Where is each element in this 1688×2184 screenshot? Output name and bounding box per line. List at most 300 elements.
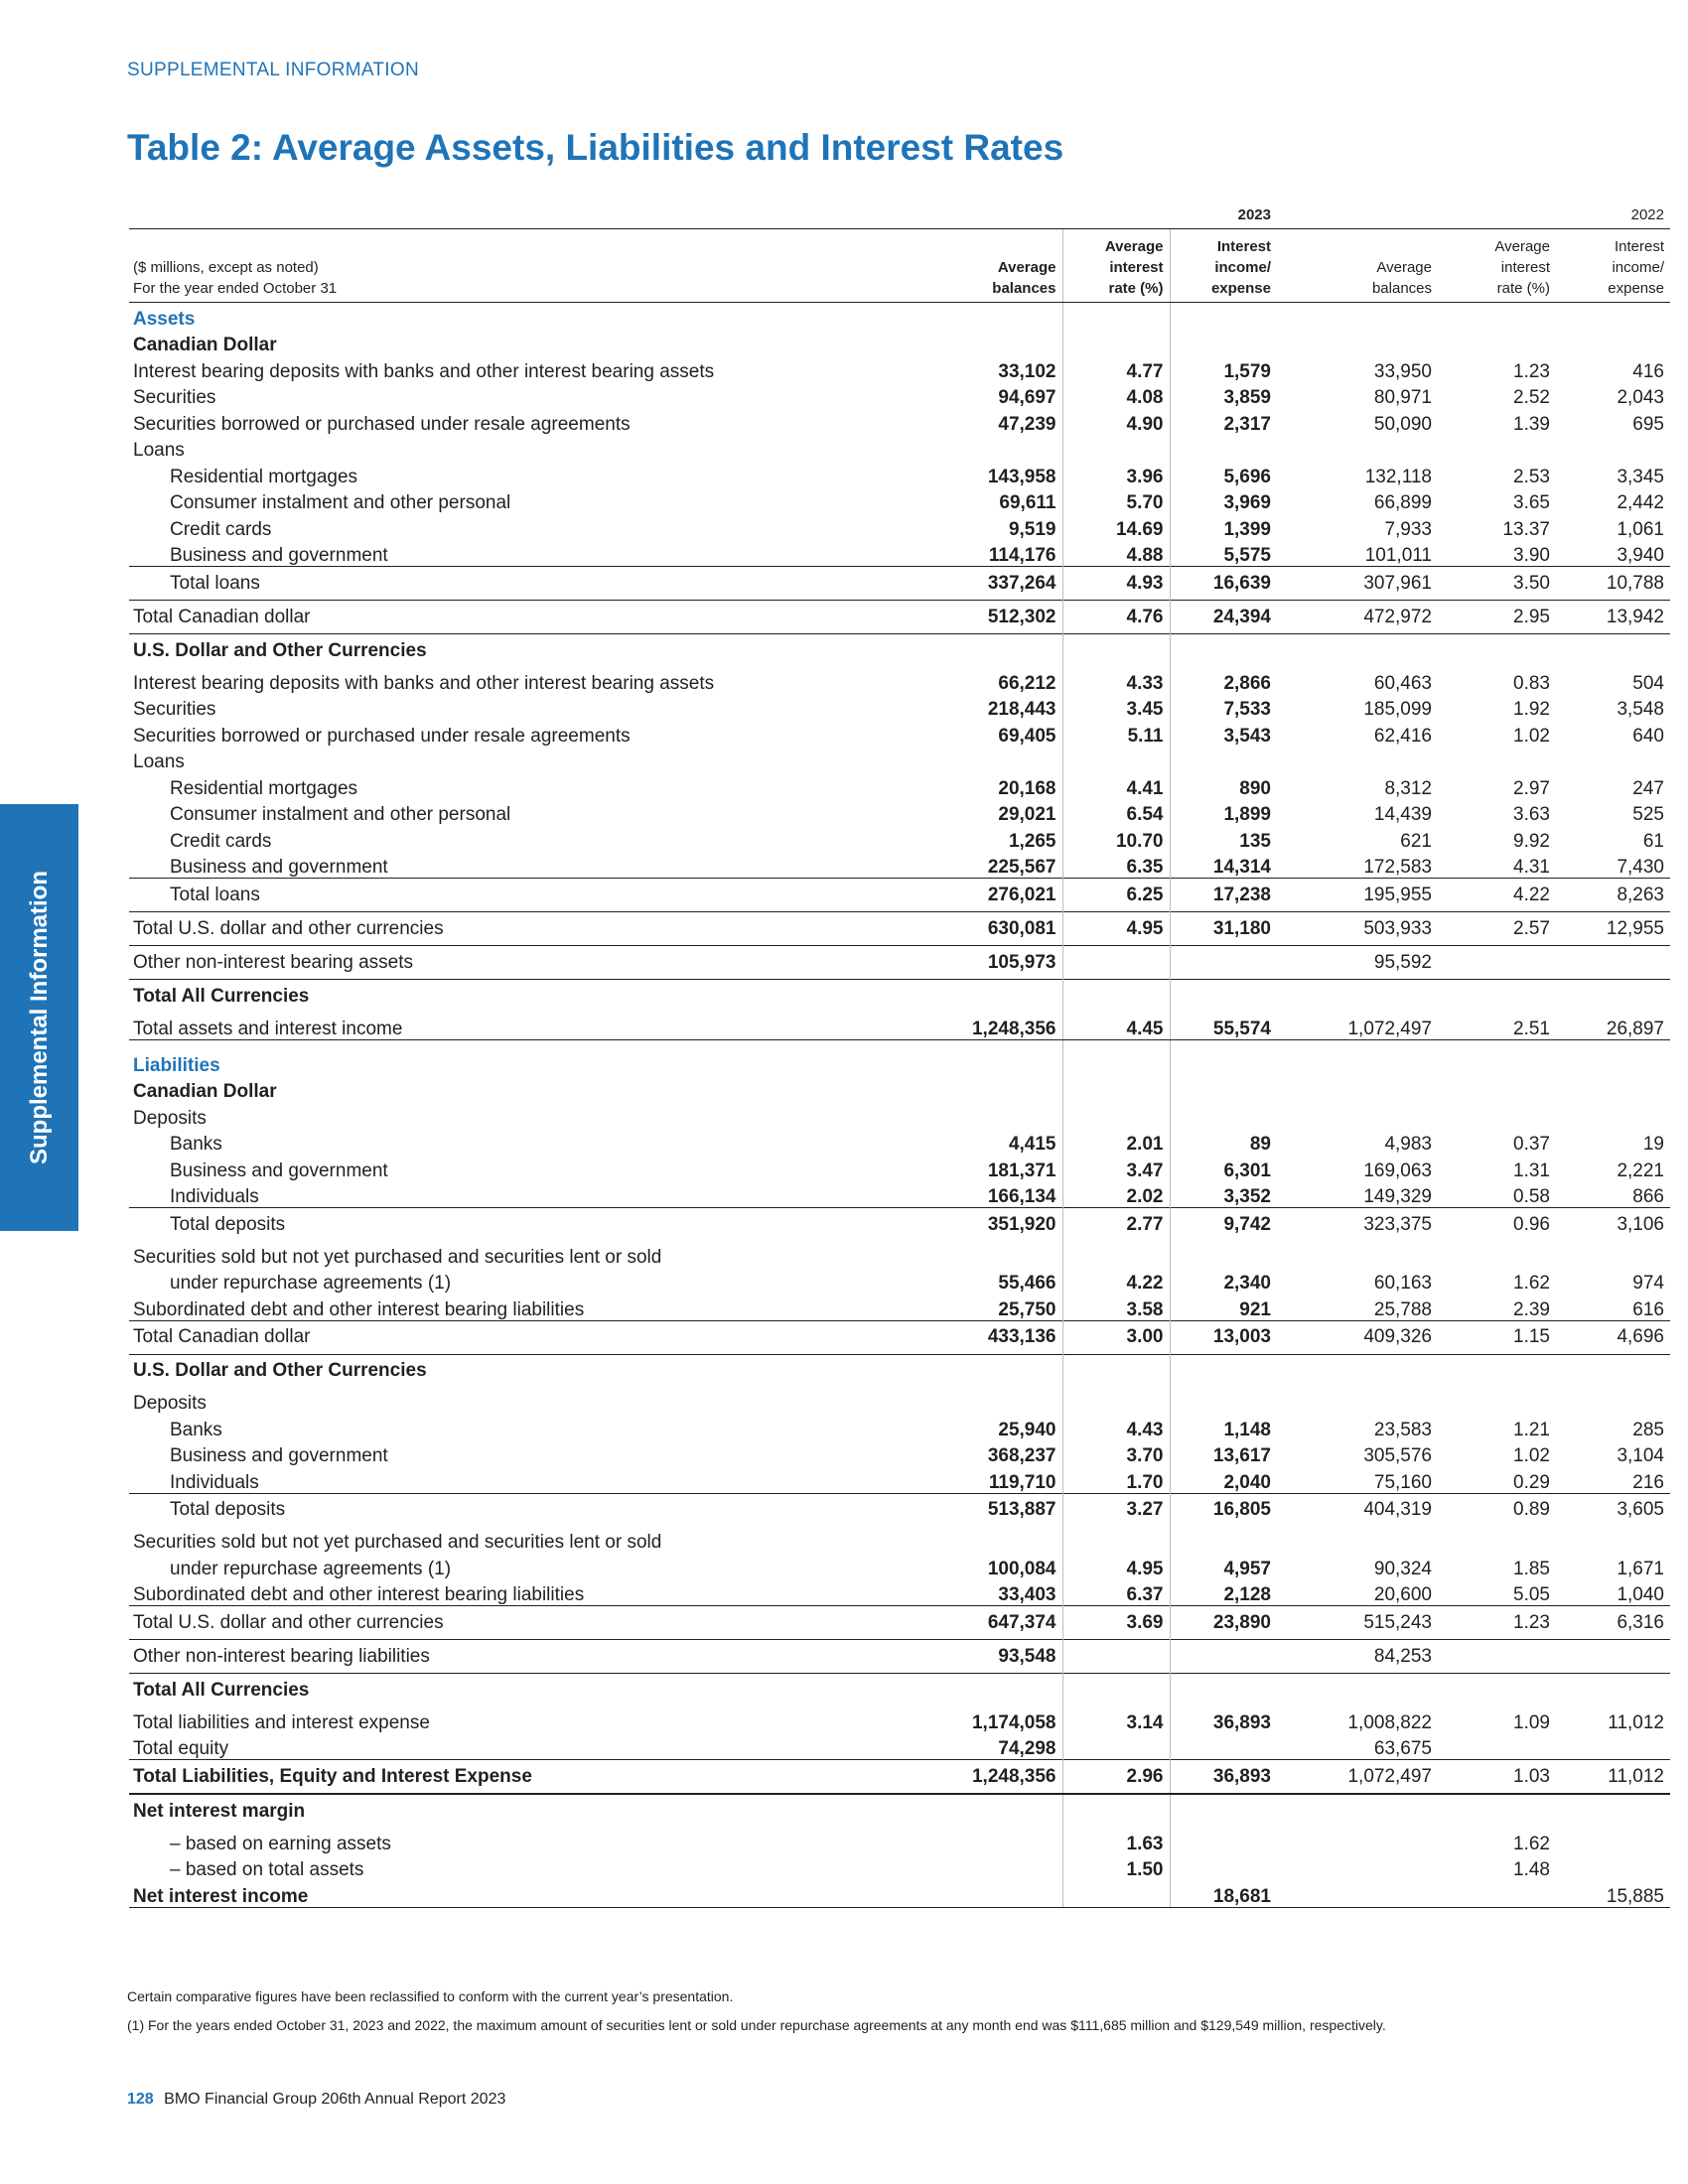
cell-value: 285	[1632, 1419, 1664, 1440]
col-header-line: balances	[992, 280, 1056, 297]
table-row	[129, 355, 1670, 382]
row-label: Business and government	[170, 857, 388, 878]
table-row	[129, 461, 1670, 487]
cell-value	[1438, 1039, 1556, 1076]
cell-value	[1062, 330, 1170, 356]
table-row	[129, 1854, 1670, 1881]
cell-value: 1,248,356	[842, 1013, 1062, 1039]
cell-value	[1170, 1388, 1277, 1415]
cell-value: 525	[1632, 804, 1664, 825]
cell-value	[1556, 1854, 1670, 1881]
cell-value: 404,319	[1277, 1493, 1438, 1527]
cell-value: 69,405	[998, 725, 1056, 747]
cell-value: 866	[1632, 1186, 1664, 1207]
cell-value	[1062, 747, 1170, 773]
table-row	[129, 1493, 1670, 1527]
cell-value	[1277, 1039, 1438, 1076]
cell-value: 2,221	[1617, 1160, 1664, 1181]
row-label: Securities	[133, 699, 216, 720]
cell-value	[1438, 1880, 1556, 1907]
table-row	[129, 852, 1670, 879]
cell-value: 14.69	[1062, 513, 1170, 540]
cell-value: 1,072,497	[1277, 1760, 1438, 1795]
table-row	[129, 1527, 1670, 1554]
row-label: Loans	[133, 440, 185, 461]
table-row	[129, 1294, 1670, 1320]
row-label: Other non-interest bearing liabilities	[129, 1640, 842, 1674]
page-number: 128	[127, 2091, 154, 2108]
cell-value: 7,430	[1617, 857, 1664, 878]
cell-value	[1170, 1674, 1277, 1707]
row-label: – based on total assets	[170, 1859, 364, 1880]
cell-value	[1170, 1354, 1277, 1388]
cell-value: 166,134	[987, 1186, 1056, 1207]
cell-value: 3,106	[1556, 1208, 1670, 1242]
table-row	[129, 1039, 1670, 1076]
table-row	[129, 382, 1670, 409]
cell-value: 1.21	[1513, 1419, 1550, 1440]
cell-value	[1277, 1880, 1438, 1907]
cell-value: 1.85	[1513, 1558, 1550, 1579]
cell-value	[1277, 303, 1438, 330]
cell-value: 66,899	[1373, 492, 1432, 513]
table-row	[129, 1640, 1670, 1674]
cell-value	[1556, 1388, 1670, 1415]
cell-value: 6.35	[1062, 852, 1170, 879]
cell-value: 4.43	[1062, 1414, 1170, 1440]
table-row	[129, 487, 1670, 514]
table-row	[129, 634, 1670, 668]
row-label: Business and government	[170, 1445, 388, 1466]
table-row	[129, 601, 1670, 634]
cell-value: 409,326	[1277, 1320, 1438, 1354]
cell-value: 4,983	[1384, 1134, 1432, 1155]
cell-value: 0.83	[1513, 672, 1550, 694]
col-header-line: Interest	[1216, 238, 1271, 255]
cell-value: 80,971	[1373, 387, 1432, 408]
year-header-row	[129, 204, 1670, 229]
cell-value: 3.14	[1062, 1706, 1170, 1733]
cell-value: 36,893	[1170, 1760, 1277, 1795]
table-row	[129, 946, 1670, 980]
cell-value	[1170, 1854, 1277, 1881]
cell-value	[842, 1794, 1062, 1828]
cell-value	[842, 1241, 1062, 1268]
cell-value: 1.50	[1062, 1854, 1170, 1881]
col-header-0	[842, 229, 1062, 303]
col-header-line: rate (%)	[1496, 280, 1550, 297]
table-row	[129, 1320, 1670, 1354]
cell-value: 90,324	[1373, 1558, 1432, 1579]
cell-value: 2.52	[1513, 387, 1550, 408]
cell-value: 616	[1632, 1298, 1664, 1320]
cell-value	[1277, 980, 1438, 1014]
row-label: U.S. Dollar and Other Currencies	[129, 1354, 842, 1388]
table-row	[129, 1155, 1670, 1181]
cell-value: 6.25	[1062, 879, 1170, 912]
cell-value	[1438, 1076, 1556, 1103]
cell-value: 1.31	[1513, 1160, 1550, 1181]
cell-value	[1062, 634, 1170, 668]
cell-value: 16,639	[1170, 567, 1277, 601]
cell-value	[842, 1102, 1062, 1129]
row-label: Liabilities	[133, 1054, 220, 1076]
cell-value: 3,969	[1170, 487, 1277, 514]
row-label: Other non-interest bearing assets	[129, 946, 842, 980]
row-label: Net interest margin	[129, 1794, 842, 1828]
cell-value: 1.23	[1513, 360, 1550, 382]
cell-value: 1,399	[1170, 513, 1277, 540]
cell-value: 12,955	[1556, 912, 1670, 946]
row-label: Business and government	[170, 1160, 388, 1181]
cell-value: 119,710	[988, 1471, 1056, 1493]
cell-value: 31,180	[1170, 912, 1277, 946]
cell-value	[1277, 1354, 1438, 1388]
footnote-1: (1) For the years ended October 31, 2023 and 2022, the maximum amount of securities lent or sold under repurchase agreements at any month end was $111,685 million and $129,549 million, respectively.	[127, 2017, 1386, 2033]
cell-value	[1277, 1828, 1438, 1854]
row-label: Residential mortgages	[170, 466, 358, 487]
cell-value: 4.45	[1062, 1013, 1170, 1039]
cell-value	[1277, 634, 1438, 668]
cell-value: 75,160	[1373, 1471, 1432, 1493]
cell-value	[1170, 330, 1277, 356]
cell-value: 105,973	[842, 946, 1062, 980]
cell-value: 890	[1170, 772, 1277, 799]
cell-value: 181,371	[987, 1160, 1056, 1181]
cell-value: 2,040	[1170, 1466, 1277, 1493]
row-label: Securities sold but not yet purchased and securities lent or sold	[133, 1532, 662, 1553]
cell-value	[1438, 1640, 1556, 1674]
cell-value: 2.97	[1513, 777, 1550, 799]
cell-value: 101,011	[1364, 545, 1432, 566]
table-row	[129, 980, 1670, 1014]
row-label: Interest bearing deposits with banks and other interest bearing assets	[133, 672, 715, 694]
cell-value: 305,576	[1363, 1445, 1432, 1466]
cell-value: 62,416	[1373, 725, 1432, 747]
cell-value: 1.48	[1513, 1859, 1550, 1880]
cell-value: 3.45	[1062, 694, 1170, 721]
cell-value: 2,128	[1170, 1579, 1277, 1606]
cell-value: 13,003	[1170, 1320, 1277, 1354]
cell-value	[842, 1828, 1062, 1854]
row-label: Subordinated debt and other interest bearing liabilities	[133, 1298, 585, 1320]
cell-value: 185,099	[1363, 699, 1432, 720]
row-label: Canadian Dollar	[133, 1081, 277, 1102]
cell-value: 225,567	[987, 857, 1056, 878]
cell-value	[1438, 747, 1556, 773]
row-label: Net interest income	[129, 1880, 842, 1907]
cell-value: 6.37	[1062, 1579, 1170, 1606]
cell-value: 504	[1632, 672, 1664, 694]
cell-value: 1,008,822	[1347, 1711, 1432, 1733]
cell-value	[1556, 1076, 1670, 1103]
cell-value: 3.63	[1513, 804, 1550, 825]
cell-value	[1556, 435, 1670, 462]
cell-value: 84,253	[1277, 1640, 1438, 1674]
cell-value: 63,675	[1373, 1738, 1432, 1759]
cell-value: 1.03	[1438, 1760, 1556, 1795]
cell-value	[1556, 1640, 1670, 1674]
cell-value: 974	[1632, 1273, 1664, 1294]
cell-value	[1438, 1527, 1556, 1554]
table-row	[129, 1181, 1670, 1208]
cell-value: 50,090	[1373, 413, 1432, 435]
col-header-line: expense	[1210, 280, 1271, 297]
cell-value: 307,961	[1277, 567, 1438, 601]
cell-value: 5.11	[1062, 720, 1170, 747]
cell-value	[842, 1527, 1062, 1554]
cell-value: 1.63	[1062, 1828, 1170, 1854]
cell-value: 3,543	[1170, 720, 1277, 747]
cell-value: 1.39	[1513, 413, 1550, 435]
row-label: – based on earning assets	[170, 1833, 391, 1854]
row-label: Securities sold but not yet purchased and securities lent or sold	[133, 1246, 662, 1268]
cell-value: 114,176	[988, 545, 1056, 566]
cell-value	[1438, 1241, 1556, 1268]
cell-value: 16,805	[1170, 1493, 1277, 1527]
col-header-line: interest	[1109, 259, 1164, 276]
cell-value: 29,021	[998, 804, 1056, 825]
cell-value	[1062, 1076, 1170, 1103]
cell-value: 11,012	[1608, 1711, 1664, 1733]
table-row	[129, 1553, 1670, 1579]
row-label: Securities borrowed or purchased under resale agreements	[133, 725, 631, 747]
cell-value	[1277, 435, 1438, 462]
row-label: Total deposits	[129, 1208, 842, 1242]
table-row	[129, 1440, 1670, 1467]
cell-value: 11,012	[1556, 1760, 1670, 1795]
row-label: Total assets and interest income	[129, 1013, 842, 1039]
cell-value: 33,950	[1373, 360, 1432, 382]
cell-value	[842, 1880, 1062, 1907]
col-header-line: balances	[1371, 280, 1432, 297]
cell-value: 33,102	[998, 360, 1056, 382]
cell-value	[1062, 946, 1170, 980]
cell-value: 2.51	[1438, 1013, 1556, 1039]
row-label: Consumer instalment and other personal	[170, 804, 511, 825]
col-header-3	[1277, 229, 1438, 303]
row-label: Residential mortgages	[170, 777, 358, 799]
cell-value: 1,040	[1617, 1584, 1664, 1605]
cell-value: 20,168	[998, 777, 1056, 799]
cell-value	[1170, 1733, 1277, 1760]
cell-value: 69,611	[999, 492, 1056, 513]
row-label: Credit cards	[170, 830, 272, 852]
cell-value	[1556, 1794, 1670, 1828]
cell-value: 36,893	[1170, 1706, 1277, 1733]
cell-value: 2.96	[1062, 1760, 1170, 1795]
cell-value: 1,899	[1170, 799, 1277, 826]
row-label: Total Liabilities, Equity and Interest Expense	[129, 1760, 842, 1795]
table-row	[129, 1760, 1670, 1795]
cell-value: 13.37	[1502, 518, 1550, 540]
cell-value: 26,897	[1556, 1013, 1670, 1039]
col-header-line: interest	[1500, 259, 1550, 276]
table-row	[129, 694, 1670, 721]
cell-value: 25,750	[998, 1298, 1056, 1320]
cell-value	[1277, 1241, 1438, 1268]
table-row	[129, 912, 1670, 946]
cell-value: 74,298	[998, 1738, 1056, 1759]
table-row	[129, 408, 1670, 435]
cell-value: 647,374	[842, 1606, 1062, 1640]
cell-value: 55,574	[1170, 1013, 1277, 1039]
cell-value: 14,439	[1373, 804, 1432, 825]
cell-value: 1.02	[1513, 1445, 1550, 1466]
cell-value	[1062, 435, 1170, 462]
cell-value: 1,265	[1008, 830, 1056, 852]
cell-value: 695	[1632, 413, 1664, 435]
units-line: ($ millions, except as noted)	[133, 259, 319, 276]
cell-value: 3,605	[1556, 1493, 1670, 1527]
cell-value: 23,583	[1373, 1419, 1432, 1440]
row-label: Subordinated debt and other interest bearing liabilities	[133, 1584, 585, 1605]
row-label: Credit cards	[170, 518, 272, 540]
cell-value: 1.23	[1438, 1606, 1556, 1640]
cell-value	[1170, 634, 1277, 668]
col-header-5	[1556, 229, 1670, 303]
cell-value: 25,788	[1373, 1298, 1432, 1320]
cell-value	[842, 303, 1062, 330]
cell-value: 195,955	[1277, 879, 1438, 912]
cell-value: 135	[1170, 825, 1277, 852]
table-row	[129, 1208, 1670, 1242]
cell-value: 0.89	[1438, 1493, 1556, 1527]
cell-value	[1556, 1039, 1670, 1076]
cell-value: 2.77	[1062, 1208, 1170, 1242]
table-row	[129, 1414, 1670, 1440]
cell-value: 4,696	[1556, 1320, 1670, 1354]
cell-value	[1438, 980, 1556, 1014]
cell-value: 3,104	[1617, 1445, 1664, 1466]
cell-value: 2,866	[1170, 667, 1277, 694]
row-label: Banks	[170, 1134, 222, 1155]
cell-value: 169,063	[1363, 1160, 1432, 1181]
table-row	[129, 1674, 1670, 1707]
cell-value: 3.47	[1062, 1155, 1170, 1181]
cell-value: 4.93	[1062, 567, 1170, 601]
cell-value: 1.70	[1062, 1466, 1170, 1493]
cell-value: 3,859	[1170, 382, 1277, 409]
cell-value: 0.37	[1513, 1134, 1550, 1155]
cell-value: 6,316	[1556, 1606, 1670, 1640]
cell-value: 0.29	[1513, 1471, 1550, 1493]
row-label: Individuals	[170, 1186, 259, 1207]
cell-value	[1170, 1102, 1277, 1129]
col-header-line: Average	[997, 259, 1056, 276]
cell-value: 13,942	[1556, 601, 1670, 634]
col-header-line: Interest	[1614, 238, 1664, 255]
cell-value	[1556, 980, 1670, 1014]
row-label: Total loans	[129, 567, 842, 601]
col-header-1	[1062, 229, 1170, 303]
cell-value	[1438, 303, 1556, 330]
cell-value: 1,579	[1170, 355, 1277, 382]
cell-value: 23,890	[1170, 1606, 1277, 1640]
table-row	[129, 747, 1670, 773]
cell-value: 2.95	[1438, 601, 1556, 634]
col-header-line: Average	[1494, 238, 1550, 255]
cell-value: 630,081	[842, 912, 1062, 946]
cell-value: 513,887	[842, 1493, 1062, 1527]
cell-value	[1438, 435, 1556, 462]
cell-value: 94,697	[998, 387, 1056, 408]
col-header-line: expense	[1608, 280, 1664, 297]
cell-value: 3.50	[1438, 567, 1556, 601]
cell-value	[1277, 747, 1438, 773]
cell-value: 2.57	[1438, 912, 1556, 946]
cell-value: 143,958	[987, 466, 1056, 487]
cell-value: 15,885	[1556, 1880, 1670, 1907]
col-header-line: income/	[1612, 259, 1664, 276]
cell-value	[1170, 1640, 1277, 1674]
row-label: Assets	[133, 308, 196, 330]
cell-value	[1556, 1527, 1670, 1554]
cell-value	[842, 1076, 1062, 1103]
side-tab-label: Supplemental Information	[25, 870, 53, 1165]
cell-value: 172,583	[1363, 857, 1432, 878]
row-label: Business and government	[170, 545, 388, 566]
cell-value: 323,375	[1277, 1208, 1438, 1242]
table-row	[129, 799, 1670, 826]
cell-value: 3,940	[1617, 545, 1664, 566]
cell-value: 621	[1400, 830, 1432, 852]
row-label: Total U.S. dollar and other currencies	[129, 1606, 842, 1640]
cell-value	[842, 1039, 1062, 1076]
cell-value: 368,237	[987, 1445, 1056, 1466]
col-header-line: Average	[1376, 259, 1432, 276]
cell-value: 3.65	[1513, 492, 1550, 513]
cell-value	[1438, 1794, 1556, 1828]
table-row	[129, 540, 1670, 567]
cell-value: 13,617	[1170, 1440, 1277, 1467]
cell-value: 4.90	[1062, 408, 1170, 435]
cell-value: 4.41	[1062, 772, 1170, 799]
row-label: Total liabilities and interest expense	[133, 1711, 430, 1733]
col-header-2	[1170, 229, 1277, 303]
cell-value	[1277, 1076, 1438, 1103]
cell-value	[1556, 946, 1670, 980]
cell-value: 5.70	[1062, 487, 1170, 514]
cell-value: 276,021	[842, 879, 1062, 912]
cell-value: 61	[1642, 830, 1664, 852]
page-title: Table 2: Average Assets, Liabilities and Interest Rates	[127, 127, 1064, 168]
cell-value: 2,340	[1170, 1268, 1277, 1295]
table-row	[129, 1013, 1670, 1039]
row-label: Deposits	[133, 1393, 207, 1414]
cell-value: 10,788	[1556, 567, 1670, 601]
cell-value: 1,248,356	[842, 1760, 1062, 1795]
table-row	[129, 1466, 1670, 1493]
cell-value: 4,415	[1008, 1134, 1056, 1155]
cell-value: 2.02	[1062, 1181, 1170, 1208]
cell-value	[1277, 330, 1438, 356]
cell-value: 0.96	[1438, 1208, 1556, 1242]
cell-value: 3.00	[1062, 1320, 1170, 1354]
row-label: under repurchase agreements (1)	[170, 1273, 452, 1294]
table-row	[129, 1706, 1670, 1733]
row-label: Total Canadian dollar	[129, 1320, 842, 1354]
cell-value: 9,742	[1170, 1208, 1277, 1242]
cell-value	[1062, 1794, 1170, 1828]
table-row	[129, 879, 1670, 912]
cell-value: 17,238	[1170, 879, 1277, 912]
table-row	[129, 330, 1670, 356]
cell-value: 19	[1642, 1134, 1664, 1155]
cell-value	[842, 980, 1062, 1014]
table-row	[129, 1388, 1670, 1415]
cell-value: 2.39	[1513, 1298, 1550, 1320]
